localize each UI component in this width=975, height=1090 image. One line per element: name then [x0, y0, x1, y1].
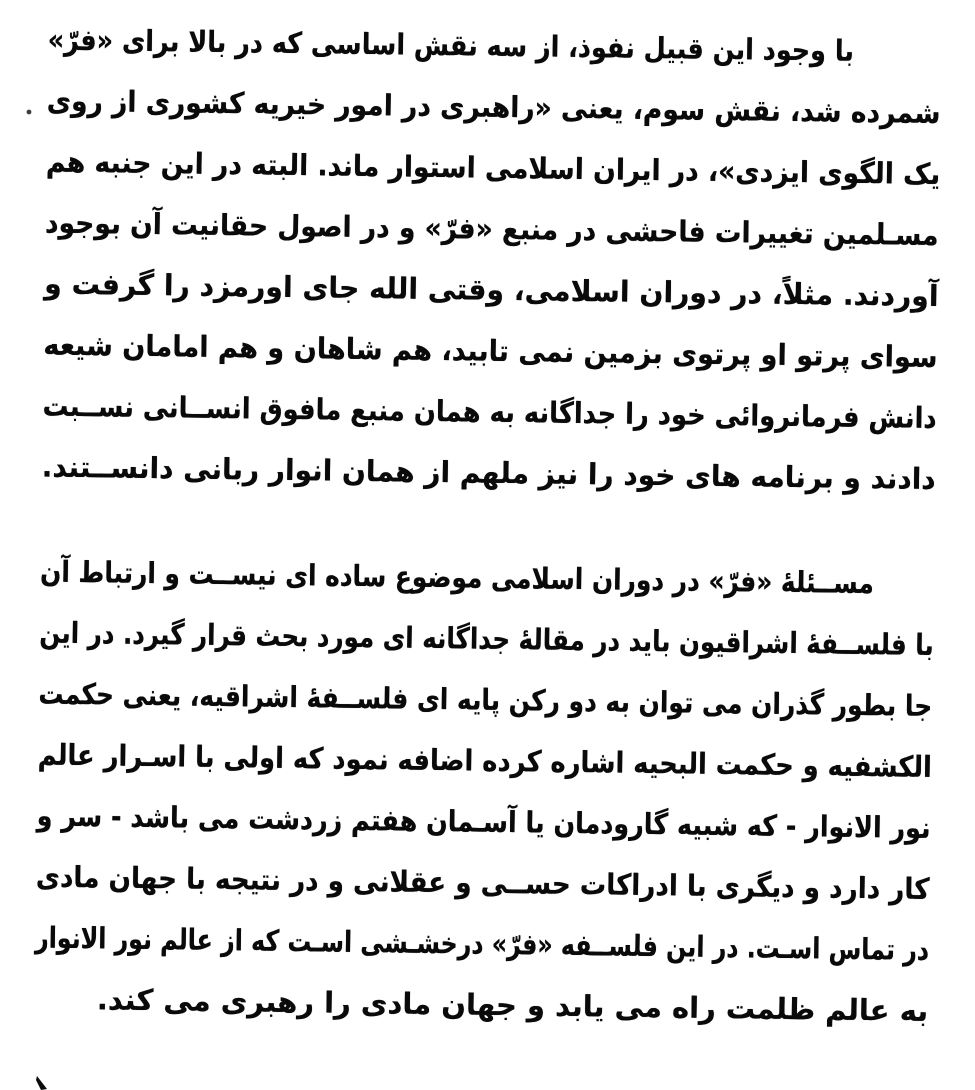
text-line-content: با فلســفهٔ اشراقیون باید در مقالهٔ جداگانه ای مورد بحث قرار گیرد. در این — [38, 615, 934, 662]
text-block — [34, 10, 942, 1042]
text-line-content: در تماس اسـت. در این فلســفه «فرّ» درخشـشی اسـت که از عالم نور الانوار — [34, 920, 930, 967]
text-line-content: دادند و برنامه های خود را نیز ملهم از همان انوار ربانی دانســتند. — [41, 449, 936, 496]
text-line-content: یک الگوی ایزدی»، در ایران اسلامی استوار ماند. البته در این جنبه هم — [45, 144, 941, 191]
paragraph — [34, 541, 935, 1041]
text-line-content: مســئلهٔ «فرّ» در دوران اسلامی موضوع ساده ای نیســت و ارتباط آن — [40, 554, 875, 601]
text-line-content: کار دارد و دیگری با ادراکات حســی و عقلانی و در نتیجه با جهان مادی — [36, 859, 931, 906]
paragraph — [41, 10, 942, 510]
text-line-content: دانش فرمانروائی خود را جداگانه به همان منبع مافوق انســانی نســبت — [42, 388, 937, 435]
text-line — [41, 436, 936, 509]
text-line — [34, 968, 929, 1041]
text-line-content: الکشفیه و حکمت البحیه اشاره کرده اضافه نمود که اولی با اسـرار عالم — [37, 737, 932, 784]
text-line-content: با وجود این قبیل نفوذ، از سه نقش اساسی که در بالا برای «فرّ» — [47, 22, 854, 68]
text-line-content: آوردند. مثلاً، در دوران اسلامی، وقتی الله جای اورمزد را گرفت و — [43, 266, 939, 313]
text-line-content: جا بطور گذران می توان به دو رکن پایه ای فلســفهٔ اشراقیه، یعنی حکمت — [38, 676, 933, 723]
text-line-content: نور الانوار - که شبیه گارودمان یا آسـمان هفتم زردشت می باشد - سر و — [36, 798, 931, 845]
text-line-content: سوای پرتو او پرتوی بزمین نمی تابید، هم شاهان و هم امامان شیعه — [42, 327, 938, 374]
text-line-content: مسـلمین تغییرات فاحشی در منبع «فرّ» و در اصول حقانیت آن بوجود — [45, 205, 940, 252]
text-line-content: به عالم ظلمت راه می یابد و جهان مادی را رهبری می کند. — [96, 982, 929, 1028]
pen-mark-artifact — [36, 1076, 47, 1090]
text-line-content: شمرده شد، نقش سوم، یعنی «راهبری در امور خیریه کشوری از روی — [46, 83, 941, 130]
